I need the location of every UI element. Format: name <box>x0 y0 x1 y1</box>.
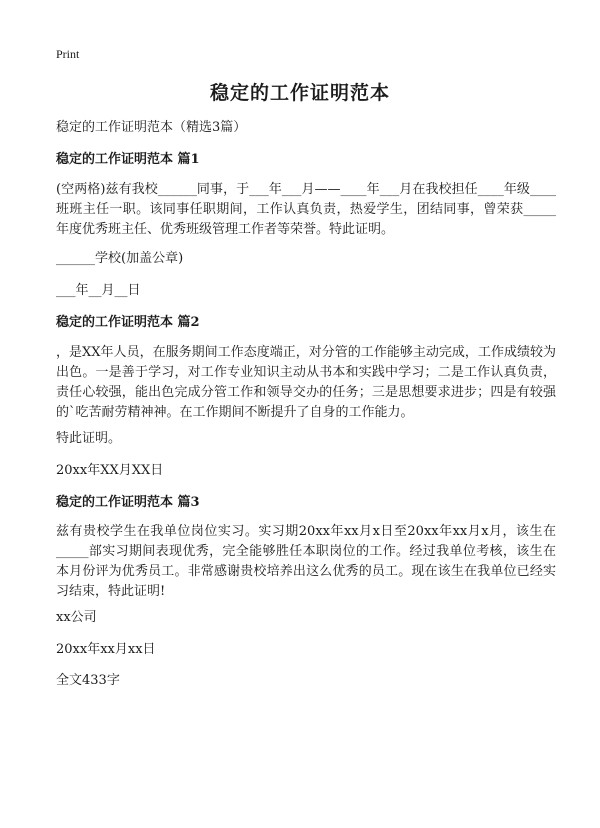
intro-line: 稳定的工作证明范本（精选3篇） <box>56 120 247 135</box>
section-3-body: 兹有贵校学生在我单位岗位实习。实习期20xx年xx月x日至20xx年xx月x月，该生在_____部实习期间表现优秀，完全能够胜任本职岗位的工作。经过我单位考核，该生在本月份评为优秀员工。非常感谢贵校培养出这么优秀的员工。现在该生在我单位已经实习结束，特此证明! <box>56 524 556 599</box>
section-1-signature: ______学校(加盖公章) <box>56 251 184 266</box>
section-2-body: ，是XX年人员，在服务期间工作态度端正，对分管的工作能够主动完成，工作成绩较为出色。一是善于学习，对工作专业知识主动从书本和实践中学习；二是工作认真负责，责任心较强，能出色完成分管工作和领导交办的任务；三是思想要求进步；四是有较强的`吃苦耐劳精神神。在工作期间不断提升了自身的工作能力。 <box>56 345 556 420</box>
section-1-date: ___年__月__日 <box>56 283 141 298</box>
word-count: 全文433字 <box>56 673 120 688</box>
section-3-date: 20xx年xx月xx日 <box>56 642 156 657</box>
section-1-heading: 稳定的工作证明范本 篇1 <box>56 152 200 167</box>
section-3-company: xx公司 <box>56 610 97 625</box>
section-2-heading: 稳定的工作证明范本 篇2 <box>56 315 200 330</box>
section-2-closing: 特此证明。 <box>56 431 122 446</box>
section-3-heading: 稳定的工作证明范本 篇3 <box>56 495 200 510</box>
section-1-body: (空两格)兹有我校______同事，于___年___月——____年___月在我校担任____年级____班班主任一职。该同事任职期间，工作认真负责，热爱学生，团结同事，曾荣获_____年度优秀班主任、优秀班级管理工作者等荣誉。特此证明。 <box>56 182 556 237</box>
print-label: Print <box>56 47 80 61</box>
section-2-date: 20xx年XX月XX日 <box>56 463 164 478</box>
page-title: 稳定的工作证明范本 <box>209 82 390 104</box>
